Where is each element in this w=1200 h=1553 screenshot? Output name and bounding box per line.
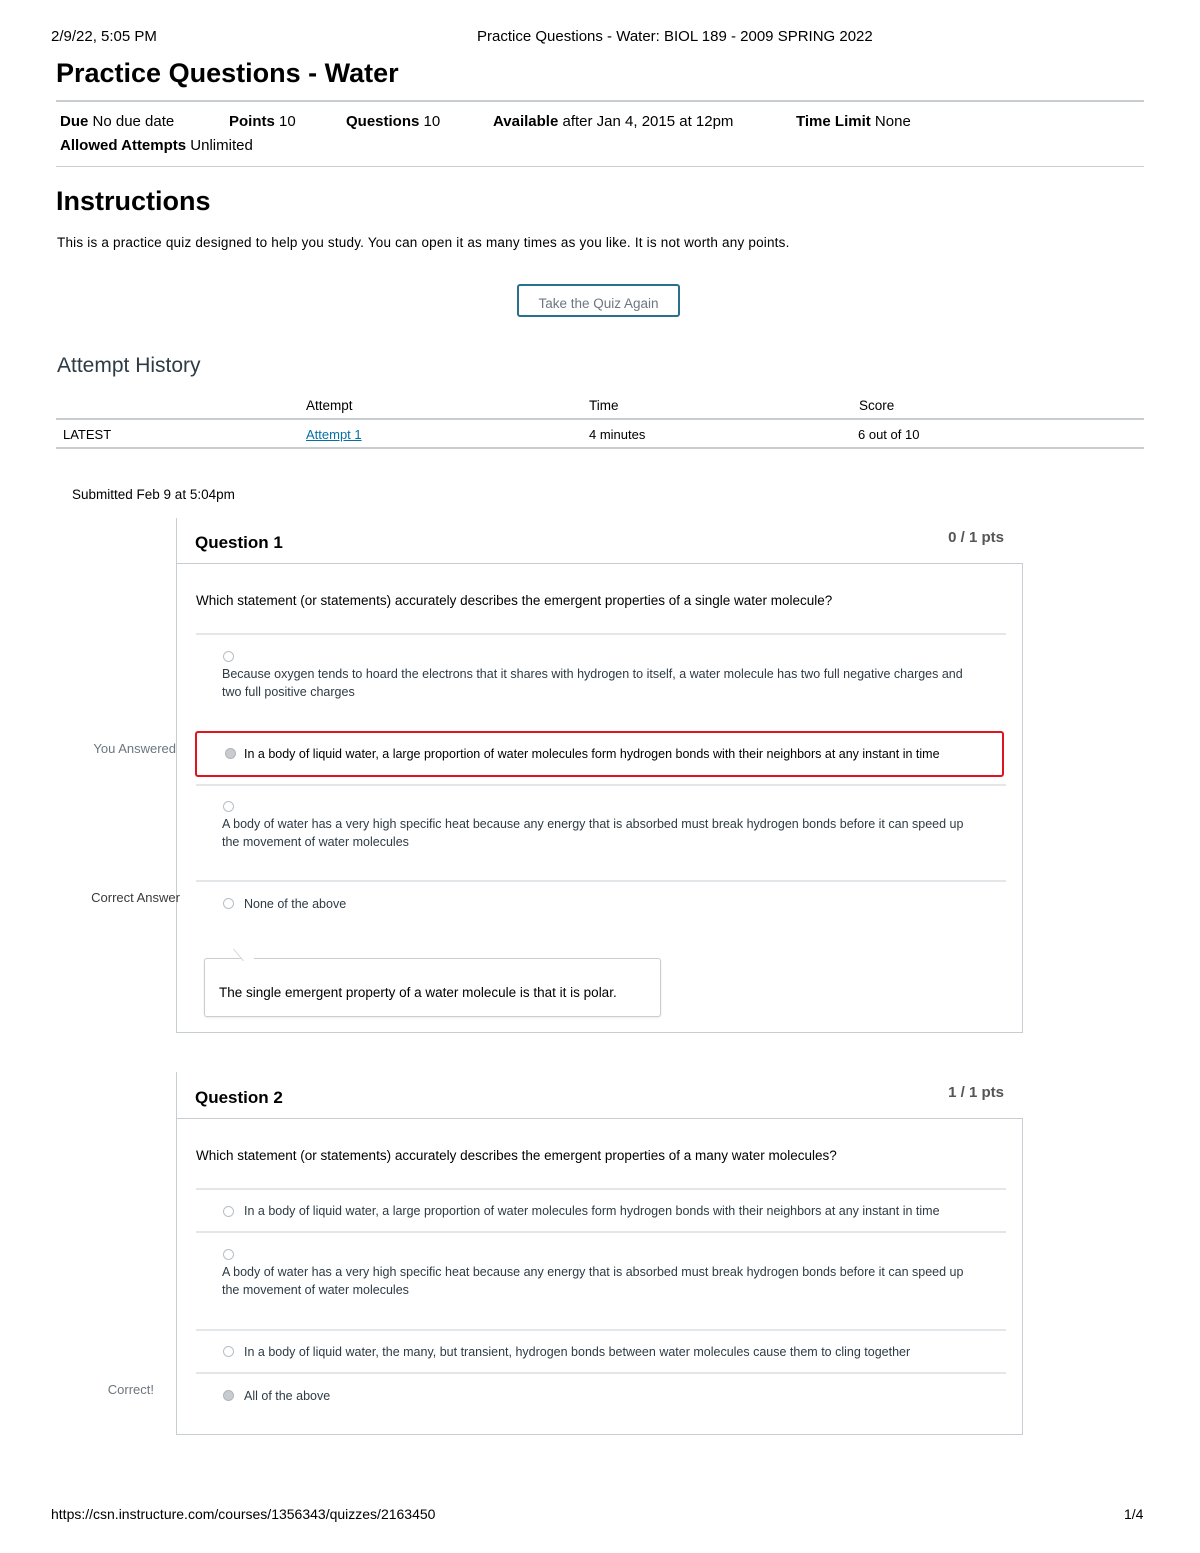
meta-divider xyxy=(56,166,1144,167)
question-1-points: 0 / 1 pts xyxy=(948,529,1004,546)
correct-label: Correct! xyxy=(107,1382,154,1397)
meta-due xyxy=(60,113,174,130)
meta-due-label: Due xyxy=(60,113,89,130)
meta-time-limit xyxy=(796,113,911,130)
instructions-text: This is a practice quiz designed to help you study. You can open it as many times as you like. It is not worth any points. xyxy=(57,235,790,250)
meta-time-limit-value: None xyxy=(874,113,911,130)
print-footer-page: 1/4 xyxy=(1124,1506,1144,1522)
answer-radio[interactable] xyxy=(223,1346,234,1357)
take-quiz-again-button[interactable]: Take the Quiz Again xyxy=(517,284,680,317)
title-divider xyxy=(56,100,1144,102)
answer-divider xyxy=(196,1372,1006,1374)
meta-questions xyxy=(346,113,440,130)
attempt-1-link[interactable]: Attempt 1 xyxy=(306,427,362,442)
answer-divider xyxy=(196,1231,1006,1233)
meta-questions-label: Questions xyxy=(346,113,420,130)
table-header-divider xyxy=(56,418,1144,420)
table-row xyxy=(306,427,362,442)
question-1-text: Which statement (or statements) accurately describes the emergent properties of a single water molecule? xyxy=(196,593,833,608)
meta-attempts xyxy=(60,137,253,154)
question-2-answer-3: In a body of liquid water, the many, but transient, hydrogen bonds between water molecules cause them to cling together xyxy=(244,1345,911,1359)
question-1-answer-2: In a body of liquid water, a large proportion of water molecules form hydrogen bonds with their neighbors at any instant in time xyxy=(244,747,940,761)
meta-available xyxy=(493,113,733,130)
answer-radio[interactable] xyxy=(223,801,234,812)
answer-radio-selected[interactable] xyxy=(225,748,236,759)
submitted-timestamp: Submitted Feb 9 at 5:04pm xyxy=(72,487,235,502)
meta-available-label: Available xyxy=(493,113,559,130)
col-header-attempt: Attempt xyxy=(306,398,353,413)
answer-divider xyxy=(196,633,1006,635)
answer-divider xyxy=(196,1329,1006,1331)
latest-tag: LATEST xyxy=(63,427,112,442)
question-1-header-bar xyxy=(176,518,177,564)
meta-points-label: Points xyxy=(229,113,275,130)
answer-divider xyxy=(196,784,1006,786)
answer-radio[interactable] xyxy=(223,651,234,662)
question-2-header-bar xyxy=(176,1072,177,1118)
col-header-score: Score xyxy=(859,398,895,413)
question-1-answer-4: None of the above xyxy=(244,897,347,911)
answer-divider xyxy=(196,1188,1006,1190)
question-2-answer-1: In a body of liquid water, a large proportion of water molecules form hydrogen bonds with their neighbors at any instant in time xyxy=(244,1204,940,1218)
meta-time-limit-label: Time Limit xyxy=(796,113,871,130)
answer-radio[interactable] xyxy=(223,1206,234,1217)
question-2-points: 1 / 1 pts xyxy=(948,1084,1004,1101)
answer-radio[interactable] xyxy=(223,898,234,909)
attempt-score: 6 out of 10 xyxy=(858,427,920,442)
meta-points-value: 10 xyxy=(279,113,296,130)
meta-available-value: after Jan 4, 2015 at 12pm xyxy=(562,113,734,130)
table-bottom-divider xyxy=(56,447,1144,449)
question-2-answer-4: All of the above xyxy=(244,1389,331,1403)
meta-attempts-value: Unlimited xyxy=(190,137,253,154)
page-title: Practice Questions - Water xyxy=(56,58,399,88)
meta-attempts-label: Allowed Attempts xyxy=(60,137,187,154)
question-1-answer-1: Because oxygen tends to hoard the electrons that it shares with hydrogen to itself, a water molecule has two full negative charges and two full positive charges xyxy=(222,667,963,699)
question-1-answer-3: A body of water has a very high specific heat because any energy that is absorbed must break hydrogen bonds before it can speed up the movement of water molecules xyxy=(222,817,964,849)
question-1-title: Question 1 xyxy=(195,533,283,552)
answer-radio-selected[interactable] xyxy=(223,1390,234,1401)
you-answered-label: You Answered xyxy=(93,741,176,756)
print-title: Practice Questions - Water: BIOL 189 - 2009 SPRING 2022 xyxy=(477,28,873,45)
print-footer-url: https://csn.instructure.com/courses/1356343/quizzes/2163450 xyxy=(51,1506,436,1522)
instructions-heading: Instructions xyxy=(56,186,211,216)
attempt-history-heading: Attempt History xyxy=(57,354,201,377)
answer-radio[interactable] xyxy=(223,1249,234,1260)
answer-comment-text: The single emergent property of a water molecule is that it is polar. xyxy=(219,985,617,1000)
meta-due-value: No due date xyxy=(92,113,175,130)
answer-divider xyxy=(196,880,1006,882)
attempt-time: 4 minutes xyxy=(589,427,646,442)
correct-answer-label: Correct Answer xyxy=(91,890,180,905)
meta-questions-value: 10 xyxy=(423,113,441,130)
print-datetime: 2/9/22, 5:05 PM xyxy=(51,28,157,45)
meta-points xyxy=(229,113,296,130)
question-2-text: Which statement (or statements) accurately describes the emergent properties of a many water molecules? xyxy=(196,1148,837,1163)
col-header-time: Time xyxy=(589,398,619,413)
question-2-answer-2: A body of water has a very high specific heat because any energy that is absorbed must break hydrogen bonds before it can speed up the movement of water molecules xyxy=(222,1265,964,1297)
question-2-title: Question 2 xyxy=(195,1088,283,1107)
